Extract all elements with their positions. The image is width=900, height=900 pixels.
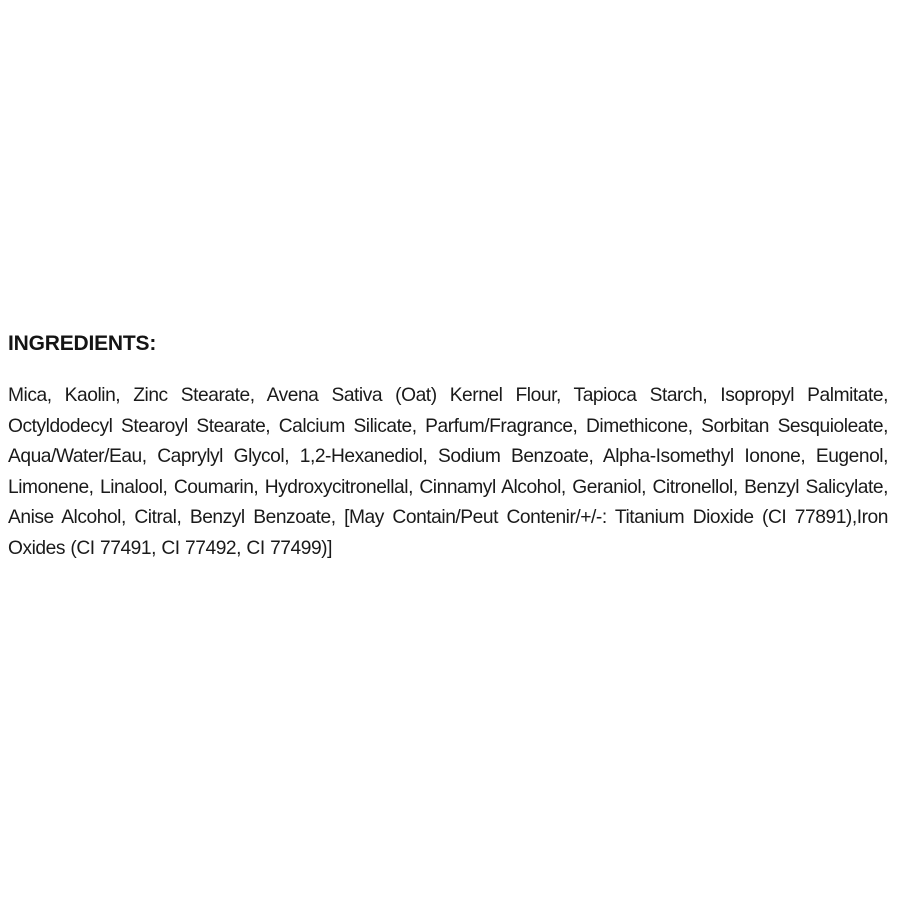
ingredients-heading: INGREDIENTS: (8, 332, 157, 355)
ingredients-list: Mica, Kaolin, Zinc Stearate, Avena Sativa (Oat) Kernel Flour, Tapioca Starch, Isopropyl Palmitate, Octyldodecyl Stearoyl Stearate, Calcium Silicate, Parfum/Fragrance, Dimethicone, Sorbitan Sesquioleate, Aqua/Water/Eau, Caprylyl Glycol, 1,2-Hexanediol, Sodium Benzoate, Alpha-Isomethyl Ionone, Eugenol, Limonene, Linalool, Coumarin, Hydroxycitronellal, Cinnamyl Alcohol, Geraniol, Citronellol, Benzyl Salicylate, Anise Alcohol, Citral, Benzyl Benzoate, [May Contain/Peut Contenir/+/-: Titanium Dioxide (CI 77891),Iron Oxides (CI 77491, CI 77492, CI 77499)] (8, 385, 888, 559)
ingredients-panel (8, 330, 888, 564)
